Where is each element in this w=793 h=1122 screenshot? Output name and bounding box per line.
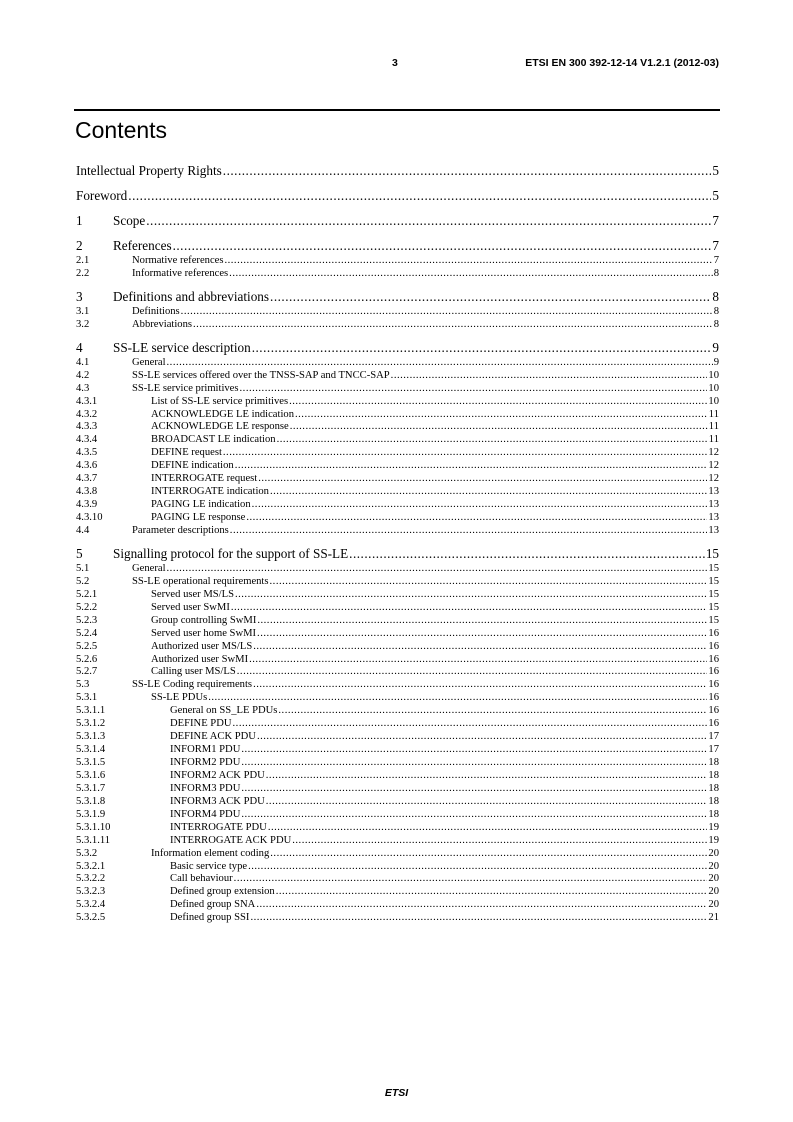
- toc-entry-title: PAGING LE indication: [151, 499, 251, 511]
- toc-entry-title: Informative references: [132, 267, 229, 279]
- toc-dot-leader: [349, 546, 705, 562]
- toc-entry[interactable]: [76, 886, 719, 899]
- toc-entry[interactable]: [76, 383, 719, 396]
- toc-entry-page: 11: [708, 421, 719, 433]
- toc-entry-number: 5.3.2.3: [76, 886, 106, 898]
- toc-entry-page: 16: [708, 653, 719, 665]
- toc-entry-title: Served user SwMI: [151, 601, 230, 613]
- toc-dot-leader: [268, 822, 708, 833]
- toc-entry-number: 5.2.5: [76, 640, 98, 652]
- toc-entry[interactable]: [76, 563, 719, 576]
- toc-entry[interactable]: [76, 512, 719, 525]
- toc-dot-leader: [253, 641, 707, 652]
- toc-entry-number: 4.3.2: [76, 408, 98, 420]
- toc-dot-leader: [181, 306, 713, 317]
- toc-entry-number: 5.3.1.1: [76, 705, 106, 717]
- toc-dot-leader: [246, 512, 707, 523]
- toc-entry-page: 16: [708, 627, 719, 639]
- toc-dot-leader: [224, 255, 712, 266]
- toc-entry-title: SS-LE operational requirements: [132, 575, 269, 587]
- toc-entry-page: 13: [708, 486, 719, 498]
- toc-entry-number: 4.3.4: [76, 434, 98, 446]
- toc-dot-leader: [289, 396, 707, 407]
- toc-entry[interactable]: [76, 679, 719, 692]
- toc-entry-number: 4.3.10: [76, 512, 103, 524]
- toc-dot-leader: [223, 163, 712, 179]
- toc-entry-page: 20: [708, 873, 719, 885]
- toc-entry-title: INFORM2 PDU: [170, 757, 241, 769]
- toc-dot-leader: [237, 666, 708, 677]
- toc-entry-title: Group controlling SwMI: [151, 614, 257, 626]
- toc-entry-number: 5.2.4: [76, 627, 98, 639]
- toc-entry-title: General on SS_LE PDUs: [170, 705, 278, 717]
- page-header: [76, 57, 719, 73]
- toc-entry-title: Abbreviations: [132, 318, 193, 330]
- toc-dot-leader: [266, 796, 708, 807]
- toc-entry-number: 5.3.1.8: [76, 795, 106, 807]
- toc-entry[interactable]: [76, 770, 719, 783]
- toc-entry[interactable]: [76, 255, 719, 268]
- toc-entry-title: Normative references: [132, 255, 224, 266]
- toc-entry-title: References: [113, 238, 172, 253]
- toc-dot-leader: [235, 460, 708, 471]
- toc-entry[interactable]: [76, 744, 719, 757]
- toc-entry-page: 8: [713, 305, 719, 317]
- toc-entry-number: 5.3.1: [76, 692, 98, 704]
- toc-entry-number: 5.1: [76, 562, 90, 574]
- toc-entry[interactable]: [76, 409, 719, 422]
- toc-dot-leader: [223, 447, 708, 458]
- toc-dot-leader: [257, 628, 707, 639]
- toc-entry-title: DEFINE request: [151, 447, 222, 459]
- toc-entry-page: 12: [708, 447, 719, 459]
- toc-entry-page: 5: [712, 163, 719, 178]
- toc-entry[interactable]: [76, 473, 719, 486]
- toc-entry-title: Scope: [113, 213, 146, 228]
- toc-entry[interactable]: [76, 188, 719, 205]
- toc-dot-leader: [276, 886, 708, 897]
- toc-entry-page: 10: [708, 395, 719, 407]
- toc-entry-number: 5.2.2: [76, 601, 98, 613]
- toc-entry[interactable]: [76, 861, 719, 874]
- toc-entry-title: DEFINE PDU: [170, 718, 232, 730]
- toc-entry-title: INFORM2 ACK PDU: [170, 769, 265, 781]
- toc-entry-number: 5.3: [76, 679, 90, 691]
- toc-entry[interactable]: [76, 705, 719, 718]
- toc-entry[interactable]: [76, 641, 719, 654]
- toc-entry[interactable]: [76, 525, 719, 538]
- toc-dot-leader: [295, 409, 708, 420]
- toc-entry-title: Authorized user SwMI: [151, 653, 249, 665]
- toc-entry-page: 7: [712, 213, 719, 228]
- toc-entry[interactable]: [76, 289, 719, 306]
- toc-entry-title: SS-LE Coding requirements: [132, 679, 253, 691]
- toc-entry[interactable]: [76, 731, 719, 744]
- toc-dot-leader: [270, 576, 708, 587]
- toc-entry-page: 15: [708, 575, 719, 587]
- toc-dot-leader: [256, 899, 707, 910]
- toc-dot-leader: [235, 589, 707, 600]
- toc-dot-leader: [146, 213, 711, 229]
- toc-entry-page: 16: [708, 666, 719, 678]
- toc-entry-title: DEFINE indication: [151, 460, 234, 472]
- toc-entry-title: INTERROGATE ACK PDU: [170, 834, 292, 846]
- toc-entry[interactable]: [76, 319, 719, 332]
- footer-etsi: ETSI: [384, 1087, 409, 1099]
- toc-entry[interactable]: [76, 615, 719, 628]
- toc-entry-title: INFORM3 PDU: [170, 782, 241, 794]
- toc-entry-number: 4.3.5: [76, 447, 98, 459]
- toc-entry[interactable]: [76, 268, 719, 281]
- toc-dot-leader: [230, 525, 708, 536]
- toc-entry-page: 18: [708, 782, 719, 794]
- toc-dot-leader: [270, 289, 711, 305]
- toc-entry-page: 16: [708, 679, 719, 691]
- toc-entry-number: 5: [76, 545, 83, 561]
- toc-entry[interactable]: [76, 783, 719, 796]
- toc-dot-leader: [250, 912, 707, 923]
- toc-entry-number: 5.3.1.11: [76, 834, 111, 846]
- toc-entry[interactable]: [76, 602, 719, 615]
- toc-dot-leader: [241, 783, 707, 794]
- toc-entry-title: Definitions: [132, 305, 180, 317]
- toc-entry-page: 11: [708, 434, 719, 446]
- header-rule: [74, 109, 720, 111]
- toc-dot-leader: [278, 705, 707, 716]
- toc-entry-page: 7: [713, 255, 719, 266]
- toc-entry-page: 16: [708, 692, 719, 704]
- toc-entry-page: 20: [708, 899, 719, 911]
- toc-entry-page: 19: [708, 834, 719, 846]
- toc-entry-number: 5.2: [76, 575, 90, 587]
- toc-entry[interactable]: [76, 460, 719, 473]
- toc-dot-leader: [233, 718, 708, 729]
- toc-entry[interactable]: [76, 213, 719, 230]
- toc-entry-title: Served user home SwMI: [151, 627, 257, 639]
- toc-entry-title: General: [132, 562, 166, 574]
- toc-entry-page: 20: [708, 847, 719, 859]
- toc-entry-number: 4.3.9: [76, 499, 98, 511]
- toc-entry-number: 5.3.1.3: [76, 731, 106, 743]
- toc-entry-title: INFORM4 PDU: [170, 808, 241, 820]
- toc-entry-page: 12: [708, 473, 719, 485]
- toc-entry-page: 15: [708, 588, 719, 600]
- toc-dot-leader: [248, 861, 707, 872]
- toc-entry-number: 5.3.2.1: [76, 860, 106, 872]
- toc-entry[interactable]: [76, 434, 719, 447]
- toc-entry-number: 5.2.6: [76, 653, 98, 665]
- toc-entry-page: 16: [708, 640, 719, 652]
- toc-entry-number: 2: [76, 238, 83, 253]
- toc-entry-number: 5.3.1.4: [76, 744, 106, 756]
- document-id: ETSI EN 300 392-12-14 V1.2.1 (2012-03): [525, 57, 719, 69]
- toc-dot-leader: [252, 499, 708, 510]
- toc-entry-number: 4.1: [76, 356, 90, 368]
- toc-entry-title: INFORM3 ACK PDU: [170, 795, 265, 807]
- toc-entry-title: Information element coding: [151, 847, 270, 859]
- toc-entry[interactable]: [76, 809, 719, 822]
- toc-entry[interactable]: [76, 370, 719, 383]
- toc-entry[interactable]: [76, 421, 719, 434]
- toc-dot-leader: [167, 563, 708, 574]
- toc-dot-leader: [231, 602, 708, 613]
- toc-dot-leader: [128, 188, 711, 204]
- toc-entry-page: 15: [708, 601, 719, 613]
- toc-entry-page: 18: [708, 808, 719, 820]
- toc-dot-leader: [173, 238, 712, 254]
- toc-entry-title: Basic service type: [170, 860, 248, 872]
- page-title: Contents: [75, 117, 168, 143]
- toc-dot-leader: [234, 873, 708, 884]
- toc-entry-number: 5.2.1: [76, 588, 98, 600]
- toc-entry-title: Defined group SNA: [170, 899, 256, 911]
- toc-entry-number: 5.3.1.2: [76, 718, 106, 730]
- toc-dot-leader: [241, 757, 707, 768]
- toc-entry-title: Defined group SSI: [170, 912, 250, 924]
- toc-entry-page: 20: [708, 860, 719, 872]
- toc-entry-title: SS-LE service description: [113, 339, 251, 355]
- toc-entry-page: 13: [708, 499, 719, 511]
- toc-entry-number: 4.4: [76, 524, 90, 536]
- toc-entry[interactable]: [76, 447, 719, 460]
- toc-entry-number: 4.3.7: [76, 473, 98, 485]
- toc-entry-number: 5.3.1.7: [76, 782, 106, 794]
- toc-entry-title: Foreword: [76, 188, 128, 203]
- toc-entry-title: SS-LE PDUs: [151, 692, 208, 704]
- toc-entry-page: 17: [708, 744, 719, 756]
- toc-entry-page: 10: [708, 369, 719, 381]
- toc-entry-number: 2.1: [76, 255, 90, 266]
- toc-dot-leader: [290, 421, 708, 432]
- toc-entry-number: 4.3.8: [76, 486, 98, 498]
- toc-dot-leader: [249, 654, 707, 665]
- toc-entry[interactable]: [76, 692, 719, 705]
- toc-dot-leader: [241, 744, 707, 755]
- toc-entry-page: 18: [708, 795, 719, 807]
- toc-entry-title: Parameter descriptions: [132, 524, 229, 536]
- toc-entry[interactable]: [76, 873, 719, 886]
- toc-entry-title: Call behaviour: [170, 873, 233, 885]
- toc-entry[interactable]: [76, 396, 719, 409]
- toc-dot-leader: [240, 383, 708, 394]
- toc-entry-title: SS-LE service primitives: [132, 382, 239, 394]
- toc-entry-title: PAGING LE response: [151, 512, 246, 524]
- toc-entry-title: Definitions and abbreviations: [113, 288, 270, 304]
- toc-entry[interactable]: [76, 486, 719, 499]
- toc-entry[interactable]: [76, 899, 719, 912]
- toc-entry-page: 16: [708, 718, 719, 730]
- toc-entry-number: 5.3.1.10: [76, 821, 111, 833]
- toc-dot-leader: [193, 319, 713, 330]
- toc-entry-page: 18: [708, 757, 719, 769]
- toc-entry-page: 21: [708, 912, 719, 924]
- toc-entry-number: 4.3.3: [76, 421, 98, 433]
- toc-entry-number: 5.3.2.4: [76, 899, 106, 911]
- toc-entry-page: 8: [712, 288, 719, 304]
- toc-entry[interactable]: [76, 357, 719, 370]
- toc-entry-page: 10: [708, 382, 719, 394]
- toc-entry-number: 3.2: [76, 318, 90, 330]
- toc-entry-page: 19: [708, 821, 719, 833]
- toc-entry-number: 4.2: [76, 369, 90, 381]
- toc-dot-leader: [277, 434, 708, 445]
- toc-entry-number: 4.3: [76, 382, 90, 394]
- toc-entry-number: 4.3.1: [76, 395, 98, 407]
- toc-entry-number: 4: [76, 339, 83, 355]
- toc-dot-leader: [208, 692, 707, 703]
- toc-entry-title: Calling user MS/LS: [151, 666, 236, 678]
- toc-entry-page: 9: [713, 356, 719, 368]
- toc-dot-leader: [270, 486, 707, 497]
- toc-entry[interactable]: [76, 546, 719, 563]
- toc-entry-title: Defined group extension: [170, 886, 275, 898]
- toc-entry[interactable]: [76, 576, 719, 589]
- toc-entry-page: 9: [712, 339, 719, 355]
- toc-entry-page: 8: [713, 318, 719, 330]
- toc-entry-page: 8: [713, 267, 719, 279]
- toc-entry-page: 15: [705, 545, 719, 561]
- toc-entry-number: 2.2: [76, 267, 90, 279]
- toc-entry[interactable]: [76, 848, 719, 861]
- toc-entry[interactable]: [76, 835, 719, 848]
- toc-dot-leader: [229, 268, 713, 279]
- toc-entry-page: 12: [708, 460, 719, 472]
- toc-entry-page: 18: [708, 769, 719, 781]
- toc-entry-title: ACKNOWLEDGE LE response: [151, 421, 289, 433]
- toc-dot-leader: [258, 473, 707, 484]
- toc-entry-title: INFORM1 PDU: [170, 744, 241, 756]
- toc-entry[interactable]: [76, 589, 719, 602]
- page-number: 3: [392, 57, 398, 69]
- toc-entry-title: BROADCAST LE indication: [151, 434, 276, 446]
- toc-entry-title: INTERROGATE request: [151, 473, 258, 485]
- toc-entry[interactable]: [76, 306, 719, 319]
- toc-entry-number: 4.3.6: [76, 460, 98, 472]
- toc-entry-title: General: [132, 356, 166, 368]
- toc-entry-number: 5.3.2.5: [76, 912, 106, 924]
- toc-entry[interactable]: [76, 238, 719, 255]
- toc-dot-leader: [292, 835, 707, 846]
- toc-entry-title: DEFINE ACK PDU: [170, 731, 256, 743]
- toc-entry-number: 5.2.3: [76, 614, 98, 626]
- toc-entry-number: 5.3.1.5: [76, 757, 106, 769]
- toc-entry-title: INTERROGATE PDU: [170, 821, 267, 833]
- toc-dot-leader: [391, 370, 708, 381]
- toc-entry-page: 7: [712, 238, 719, 253]
- toc-dot-leader: [253, 679, 707, 690]
- toc-entry-page: 16: [708, 705, 719, 717]
- toc-entry-page: 20: [708, 886, 719, 898]
- toc-entry[interactable]: [76, 654, 719, 667]
- toc-entry-title: Intellectual Property Rights: [76, 163, 222, 178]
- toc-dot-leader: [270, 848, 707, 859]
- toc-entry[interactable]: [76, 163, 719, 180]
- toc-entry-page: 13: [708, 512, 719, 524]
- toc-entry-number: 5.3.1.9: [76, 808, 106, 820]
- toc-entry[interactable]: [76, 822, 719, 835]
- toc-entry-page: 17: [708, 731, 719, 743]
- toc-entry-page: 15: [708, 562, 719, 574]
- toc-entry[interactable]: [76, 499, 719, 512]
- toc-entry-title: Authorized user MS/LS: [151, 640, 253, 652]
- toc-entry-number: 5.2.7: [76, 666, 98, 678]
- toc-entry[interactable]: [76, 340, 719, 357]
- toc-entry-title: INTERROGATE indication: [151, 486, 269, 498]
- toc-entry[interactable]: [76, 718, 719, 731]
- toc-entry-title: ACKNOWLEDGE LE indication: [151, 408, 294, 420]
- toc-dot-leader: [257, 615, 707, 626]
- toc-entry[interactable]: [76, 757, 719, 770]
- toc-entry-title: Signalling protocol for the support of SS-LE: [113, 545, 349, 561]
- toc-entry-page: 5: [712, 188, 719, 203]
- toc-dot-leader: [241, 809, 707, 820]
- toc-entry-title: List of SS-LE service primitives: [151, 395, 289, 407]
- toc-entry-number: 5.3.1.6: [76, 769, 106, 781]
- toc-entry[interactable]: [76, 912, 719, 925]
- toc-entry-number: 3.1: [76, 305, 90, 317]
- toc-dot-leader: [257, 731, 707, 742]
- toc-entry[interactable]: [76, 666, 719, 679]
- toc-entry-number: 5.3.2: [76, 847, 98, 859]
- toc-entry-number: 1: [76, 213, 83, 228]
- toc-entry-page: 13: [708, 524, 719, 536]
- toc-dot-leader: [266, 770, 708, 781]
- toc-entry-number: 5.3.2.2: [76, 873, 106, 885]
- toc-entry-title: SS-LE services offered over the TNSS-SAP and TNCC-SAP: [132, 369, 390, 381]
- toc-dot-leader: [167, 357, 713, 368]
- toc-entry[interactable]: [76, 628, 719, 641]
- toc-entry-page: 15: [708, 614, 719, 626]
- toc-entry-page: 11: [708, 408, 719, 420]
- toc-dot-leader: [252, 340, 712, 356]
- toc-entry[interactable]: [76, 796, 719, 809]
- toc-entry-title: Served user MS/LS: [151, 588, 234, 600]
- toc-entry-number: 3: [76, 288, 83, 304]
